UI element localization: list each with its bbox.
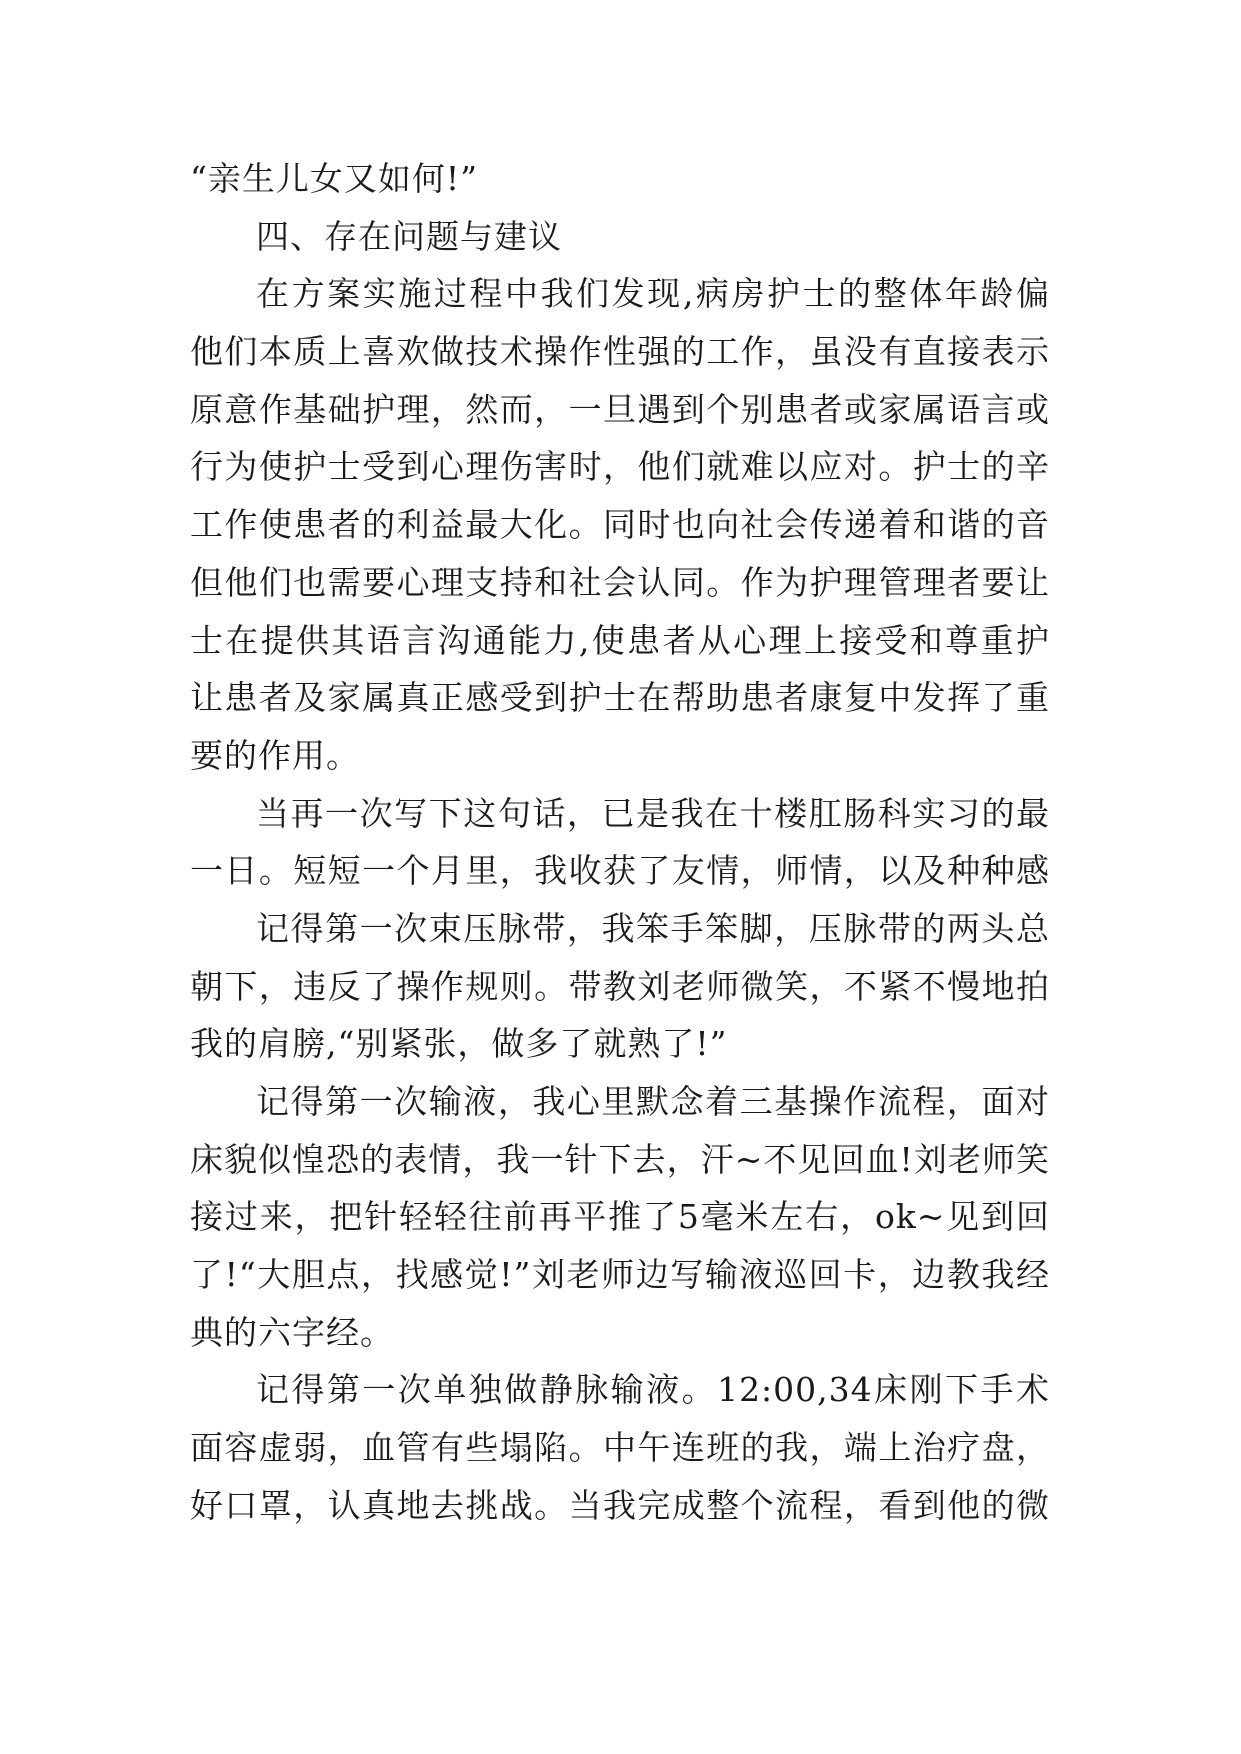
text-line: 我的肩膀,“别紧张，做多了就熟了!”: [190, 1024, 728, 1064]
text-line: 好口罩，认真地去挑战。当我完成整个流程，看到他的微: [190, 1485, 1050, 1525]
text-line: 行为使护士受到心理伤害时，他们就难以应对。护士的辛: [190, 447, 1050, 487]
text-line: 接过来，把针轻轻往前再平推了5毫米左右，ok~见到回: [190, 1197, 1050, 1237]
text-line: 士在提供其语言沟通能力,使患者从心理上接受和尊重护: [190, 620, 1050, 660]
text-line: 了!“大胆点，找感觉!”刘老师边写输液巡回卡，边教我经: [190, 1255, 1050, 1295]
text-line: 在方案实施过程中我们发现,病房护士的整体年龄偏: [256, 274, 1050, 314]
text-line: 当再一次写下这句话，已是我在十楼肛肠科实习的最: [256, 793, 1050, 833]
text-line: 朝下，违反了操作规则。带教刘老师微笑，不紧不慢地拍: [190, 966, 1050, 1006]
text-line: 床貌似惶恐的表情，我一针下去，汗~不见回血!刘老师笑: [190, 1139, 1050, 1179]
text-line: 他们本质上喜欢做技术操作性强的工作，虽没有直接表示: [190, 332, 1050, 372]
text-line: 记得第一次单独做静脉输液。12:00,34床刚下手术: [256, 1370, 1050, 1410]
text-line: 典的六字经。: [190, 1312, 394, 1352]
text-line: 一日。短短一个月里，我收获了友情，师情，以及种种感: [190, 851, 1050, 891]
text-line: 原意作基础护理，然而，一旦遇到个别患者或家属语言或: [190, 389, 1050, 429]
text-line: 记得第一次输液，我心里默念着三基操作流程，面对: [256, 1082, 1050, 1121]
text-line: 工作使患者的利益最大化。同时也向社会传递着和谐的音: [190, 505, 1050, 545]
text-line: 但他们也需要心理支持和社会认同。作为护理管理者要让: [190, 562, 1050, 602]
text-line: “亲生儿女又如何!”: [190, 159, 479, 198]
section-heading: 四、存在问题与建议: [256, 216, 562, 256]
text-line: 要的作用。: [190, 735, 360, 775]
document-body: [190, 150, 1050, 1535]
text-line: 记得第一次束压脉带，我笨手笨脚，压脉带的两头总: [256, 908, 1050, 948]
text-line: 面容虚弱，血管有些塌陷。中午连班的我，端上治疗盘，: [190, 1428, 1050, 1468]
text-line: 让患者及家属真正感受到护士在帮助患者康复中发挥了重: [190, 678, 1050, 718]
